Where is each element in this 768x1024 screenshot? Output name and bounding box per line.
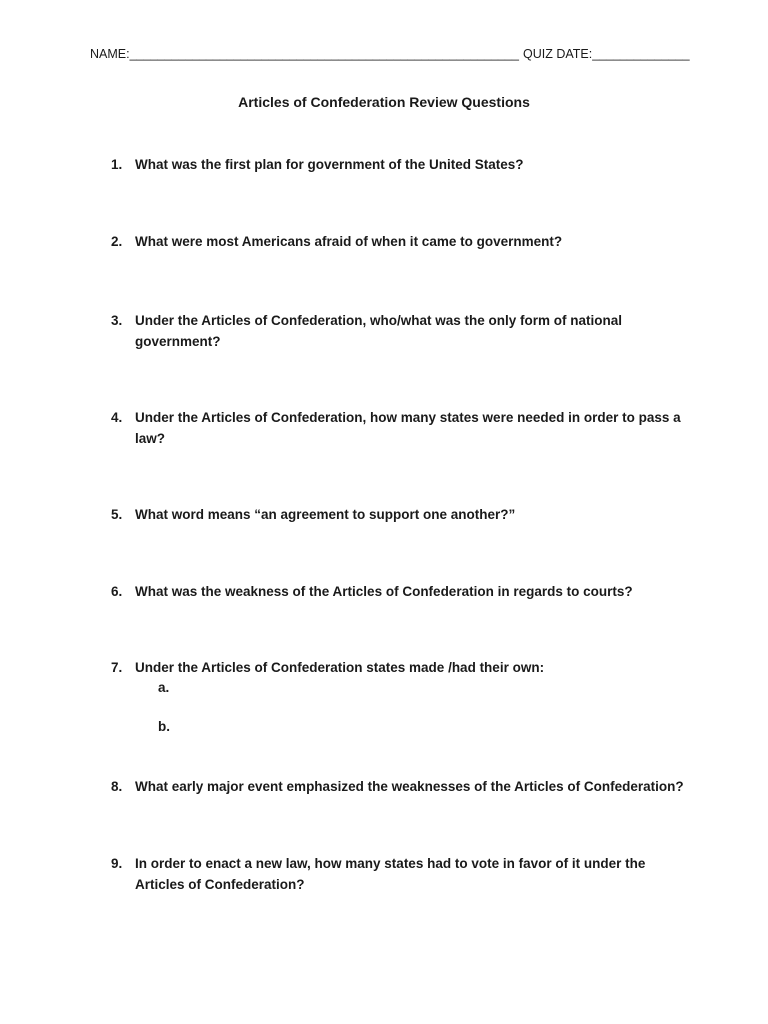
question-9 <box>111 853 691 895</box>
student-header <box>90 47 690 65</box>
question-text: What early major event emphasized the weaknesses of the Articles of Confederation? <box>135 779 684 794</box>
question-number: 5. <box>111 507 123 522</box>
question-text: What word means “an agreement to support one another?” <box>135 507 516 522</box>
q7-subitem-a: a. <box>158 680 170 695</box>
question-7 <box>111 657 691 678</box>
question-text: What was the first plan for government of the United States? <box>135 157 524 172</box>
question-number: 8. <box>111 779 123 794</box>
question-6 <box>111 581 691 602</box>
question-text: Under the Articles of Confederation, who/what was the only form of national government? <box>135 313 623 349</box>
question-2 <box>111 231 691 252</box>
question-text: What were most Americans afraid of when it came to government? <box>135 234 563 249</box>
question-number: 7. <box>111 660 123 675</box>
question-text: In order to enact a new law, how many states had to vote in favor of it under the Articles of Confederation? <box>135 856 646 892</box>
question-text: Under the Articles of Confederation, how many states were needed in order to pass a law? <box>135 410 681 446</box>
question-number: 9. <box>111 856 123 871</box>
question-number: 1. <box>111 157 123 172</box>
question-number: 4. <box>111 410 123 425</box>
q7-subitem-b: b. <box>158 719 170 734</box>
question-number: 2. <box>111 234 123 249</box>
page-title: Articles of Confederation Review Questions <box>238 94 530 110</box>
question-1 <box>111 154 691 175</box>
question-number: 6. <box>111 584 123 599</box>
question-text: Under the Articles of Confederation states made /had their own: <box>135 660 545 675</box>
question-8 <box>111 776 691 797</box>
question-number: 3. <box>111 313 123 328</box>
name-field[interactable]: NAME:________________________________________________________ <box>90 47 519 61</box>
quiz-date-field[interactable]: QUIZ DATE:______________ <box>523 47 690 61</box>
question-text: What was the weakness of the Articles of Confederation in regards to courts? <box>135 584 633 599</box>
question-5 <box>111 504 691 525</box>
question-3 <box>111 310 691 352</box>
question-4 <box>111 407 691 449</box>
